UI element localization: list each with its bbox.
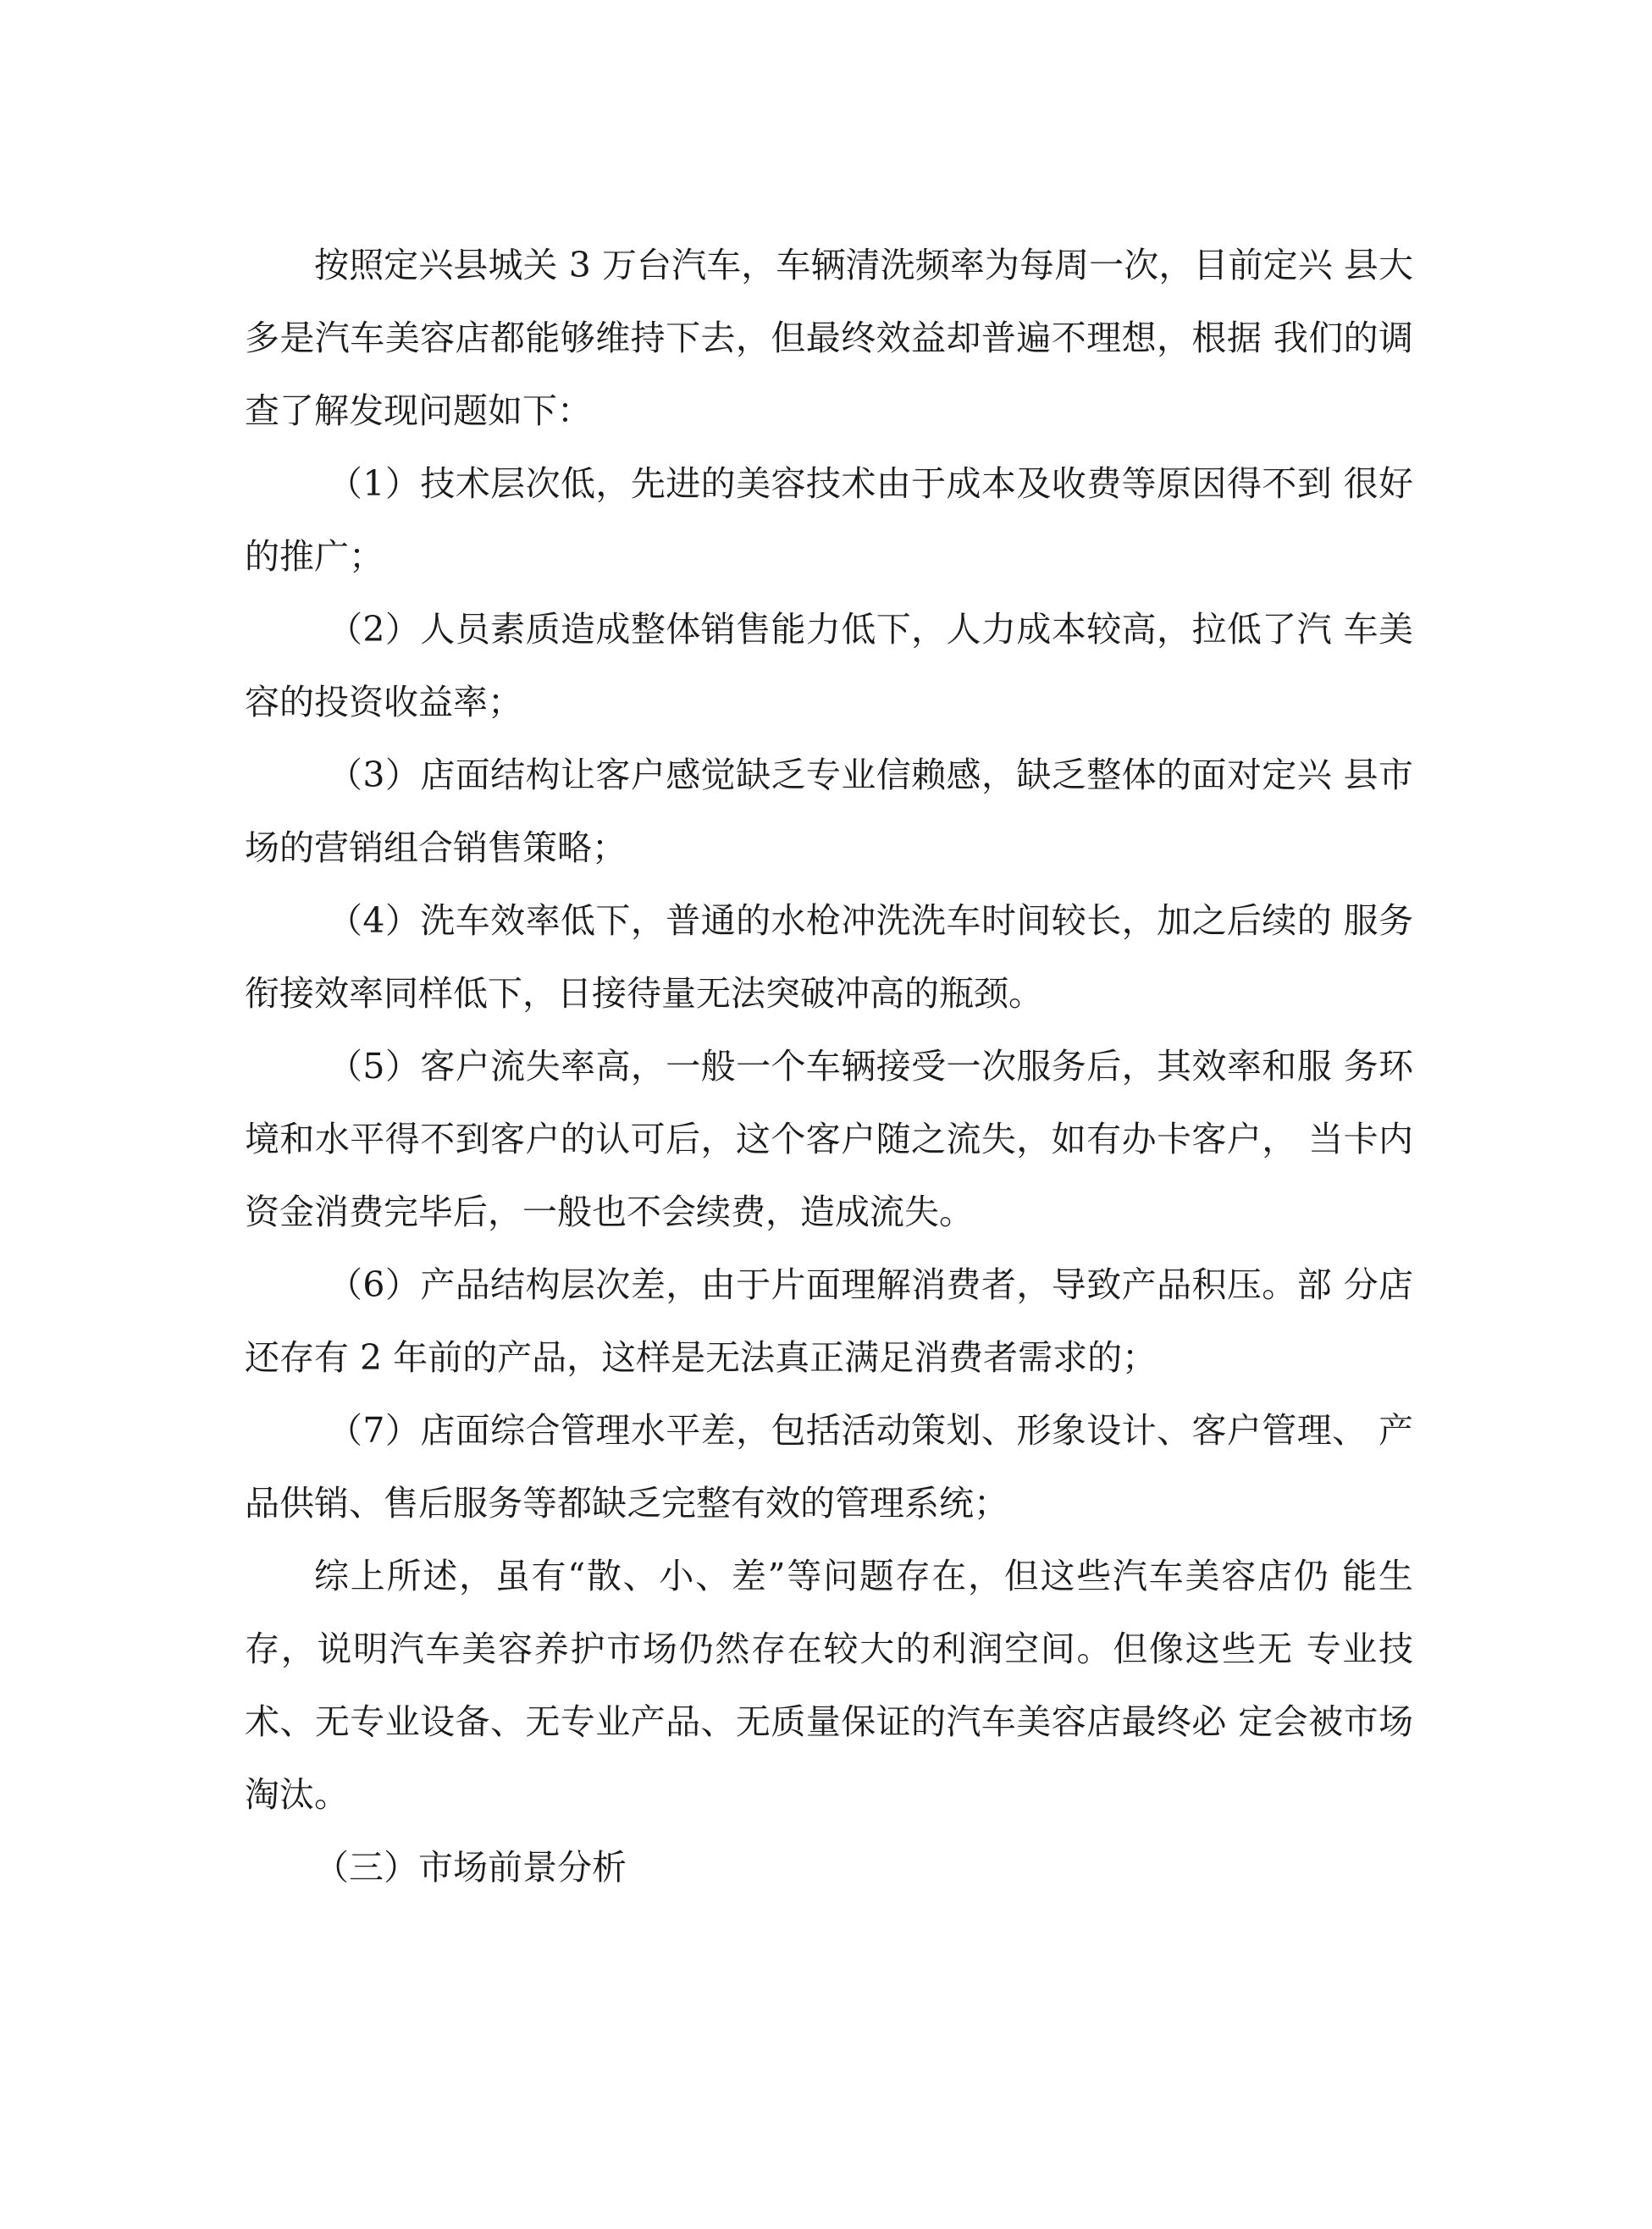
issue-item-5: （5）客户流失率高，一般一个车辆接受一次服务后，其效率和服 务环境和水平得不到客户的认可后，这个客户随之流失，如有办卡客户， 当卡内资金消费完毕后，一般也不会续费，造成流失。 — [245, 1046, 1413, 1232]
section-heading: （三）市场前景分析 — [314, 1847, 627, 1888]
summary-paragraph: 综上所述，虽有“散、小、差”等问题存在，但这些汽车美容店仍 能生存，说明汽车美容养护市场仍然存在较大的利润空间。但像这些无 专业技术、无专业设备、无专业产品、无质量保证的汽车美容店最终必 定会被市场淘汰。 — [245, 1556, 1413, 1815]
issue-item-6: （6）产品结构层次差，由于片面理解消费者，导致产品积压。部 分店还存有 2 年前的产品，这样是无法真正满足消费者需求的； — [245, 1264, 1413, 1378]
issue-item-7: （7）店面综合管理水平差，包括活动策划、形象设计、客户管理、 产品供销、售后服务等都缺乏完整有效的管理系统； — [245, 1410, 1413, 1524]
issue-item-1: （1）技术层次低，先进的美容技术由于成本及收费等原因得不到 很好的推广； — [245, 463, 1413, 577]
document-body — [245, 229, 1413, 1904]
issue-item-2: （2）人员素质造成整体销售能力低下，人力成本较高，拉低了汽 车美容的投资收益率； — [245, 609, 1413, 722]
issue-item-3: （3）店面结构让客户感觉缺乏专业信赖感，缺乏整体的面对定兴 县市场的营销组合销售策略； — [245, 755, 1413, 868]
issue-item-4: （4）洗车效率低下，普通的水枪冲洗洗车时间较长，加之后续的 服务衔接效率同样低下，日接待量无法突破冲高的瓶颈。 — [245, 900, 1413, 1014]
intro-paragraph: 按照定兴县城关 3 万台汽车，车辆清洗频率为每周一次，目前定兴 县大多是汽车美容店都能够维持下去，但最终效益却普遍不理想，根据 我们的调查了解发现问题如下： — [245, 245, 1413, 431]
